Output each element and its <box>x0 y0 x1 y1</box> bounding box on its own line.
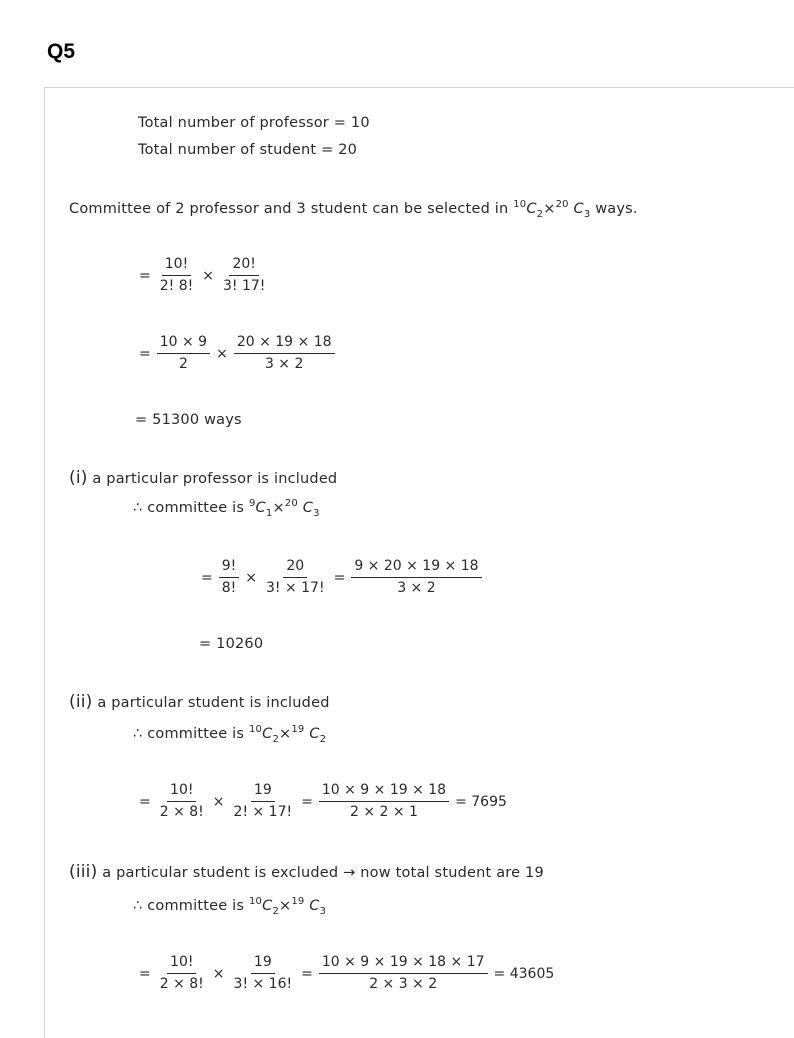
part-ii-step: = $\frac{10!}{2 \times 8!}$ × $\frac{19}{2! \times 17!}$ = $\frac{10 \times 9 \times 19 \times 18}{2 \times 2 \times 1}$ = 7695 <box>139 782 507 820</box>
part-i-committee: ∴ committee is $^9C_1\times^{20}$ $C_3$ <box>133 498 320 519</box>
main-step-2: = $\frac{10 \times 9}{2}$ × $\frac{20 \times 19 \times 18}{3 \times 2}$ <box>135 334 337 373</box>
fraction: $\frac{9 \times 20 \times 19 \times 18}{3 \times 2}$ <box>351 558 481 597</box>
part-iii-result: = 43605 <box>493 965 555 982</box>
part-i-heading: (i) a particular professor is included <box>69 468 338 488</box>
fraction: $\frac{10 \times 9 \times 19 \times 18}{2 \times 2 \times 1}$ <box>319 782 449 821</box>
question-title: Q5 <box>47 40 76 63</box>
part-ii-committee: ∴ committee is $^{10}C_2\times^{19}$ $C_2$ <box>133 724 327 745</box>
part-i-result: = 10260 <box>199 636 264 652</box>
part-ii-heading: (ii) a particular student is included <box>69 692 330 712</box>
fraction: $\frac{20!}{3! 17!}$ <box>222 256 266 294</box>
main-result: = 51300 ways <box>135 412 242 428</box>
part-i-step: = $\frac{9!}{8!}$ × $\frac{20}{3! \times 17!}$ = $\frac{9 \times 20 \times 19 \times 18}{3 \times 2}$ <box>197 558 484 597</box>
part-iii-step: = $\frac{10!}{2 \times 8!}$ × $\frac{19}{3! \times 16!}$ = $\frac{10 \times 9 \times 19 \times 18 \times 17}{2 \times 3 \times 2}$ = 43605 <box>139 954 555 992</box>
fraction: $\frac{20 \times 19 \times 18}{3 \times 2}$ <box>234 334 335 373</box>
part-i-label: (i) <box>69 468 88 488</box>
fraction: $\frac{10!}{2 \times 8!}$ <box>159 782 204 820</box>
solution-panel <box>44 87 794 1038</box>
intro-statement: Committee of 2 professor and 3 student can be selected in $^{10}C_2\times^{20}$ $C_3$ ways. <box>69 199 638 220</box>
fraction: $\frac{9!}{8!}$ <box>219 558 240 597</box>
fraction: $\frac{10!}{2! 8!}$ <box>159 256 194 294</box>
part-iii-heading: (iii) a particular student is excluded → now total student are 19 <box>69 862 544 882</box>
professor-count: Total number of professor = 10 <box>138 115 370 131</box>
fraction: $\frac{19}{2! \times 17!}$ <box>233 782 293 820</box>
part-ii-result: = 7695 <box>455 793 507 810</box>
student-count: Total number of student = 20 <box>138 142 358 158</box>
part-iii-label: (iii) <box>69 862 98 882</box>
part-ii-label: (ii) <box>69 692 93 712</box>
fraction: $\frac{19}{3! \times 16!}$ <box>233 954 293 992</box>
fraction: $\frac{20}{3! \times 17!}$ <box>266 558 325 596</box>
part-iii-committee: ∴ committee is $^{10}C_2\times^{19}$ $C_3$ <box>133 896 327 917</box>
fraction: $\frac{10 \times 9}{2}$ <box>157 334 210 373</box>
fraction: $\frac{10 \times 9 \times 19 \times 18 \times 17}{2 \times 3 \times 2}$ <box>319 954 488 993</box>
combination-expr: $^{10}C_2\times^{20}$ $C_3$ <box>513 199 591 220</box>
fraction: $\frac{10!}{2 \times 8!}$ <box>159 954 204 992</box>
main-step-1: = $\frac{10!}{2! 8!}$ × $\frac{20!}{3! 17!}$ <box>135 256 270 295</box>
